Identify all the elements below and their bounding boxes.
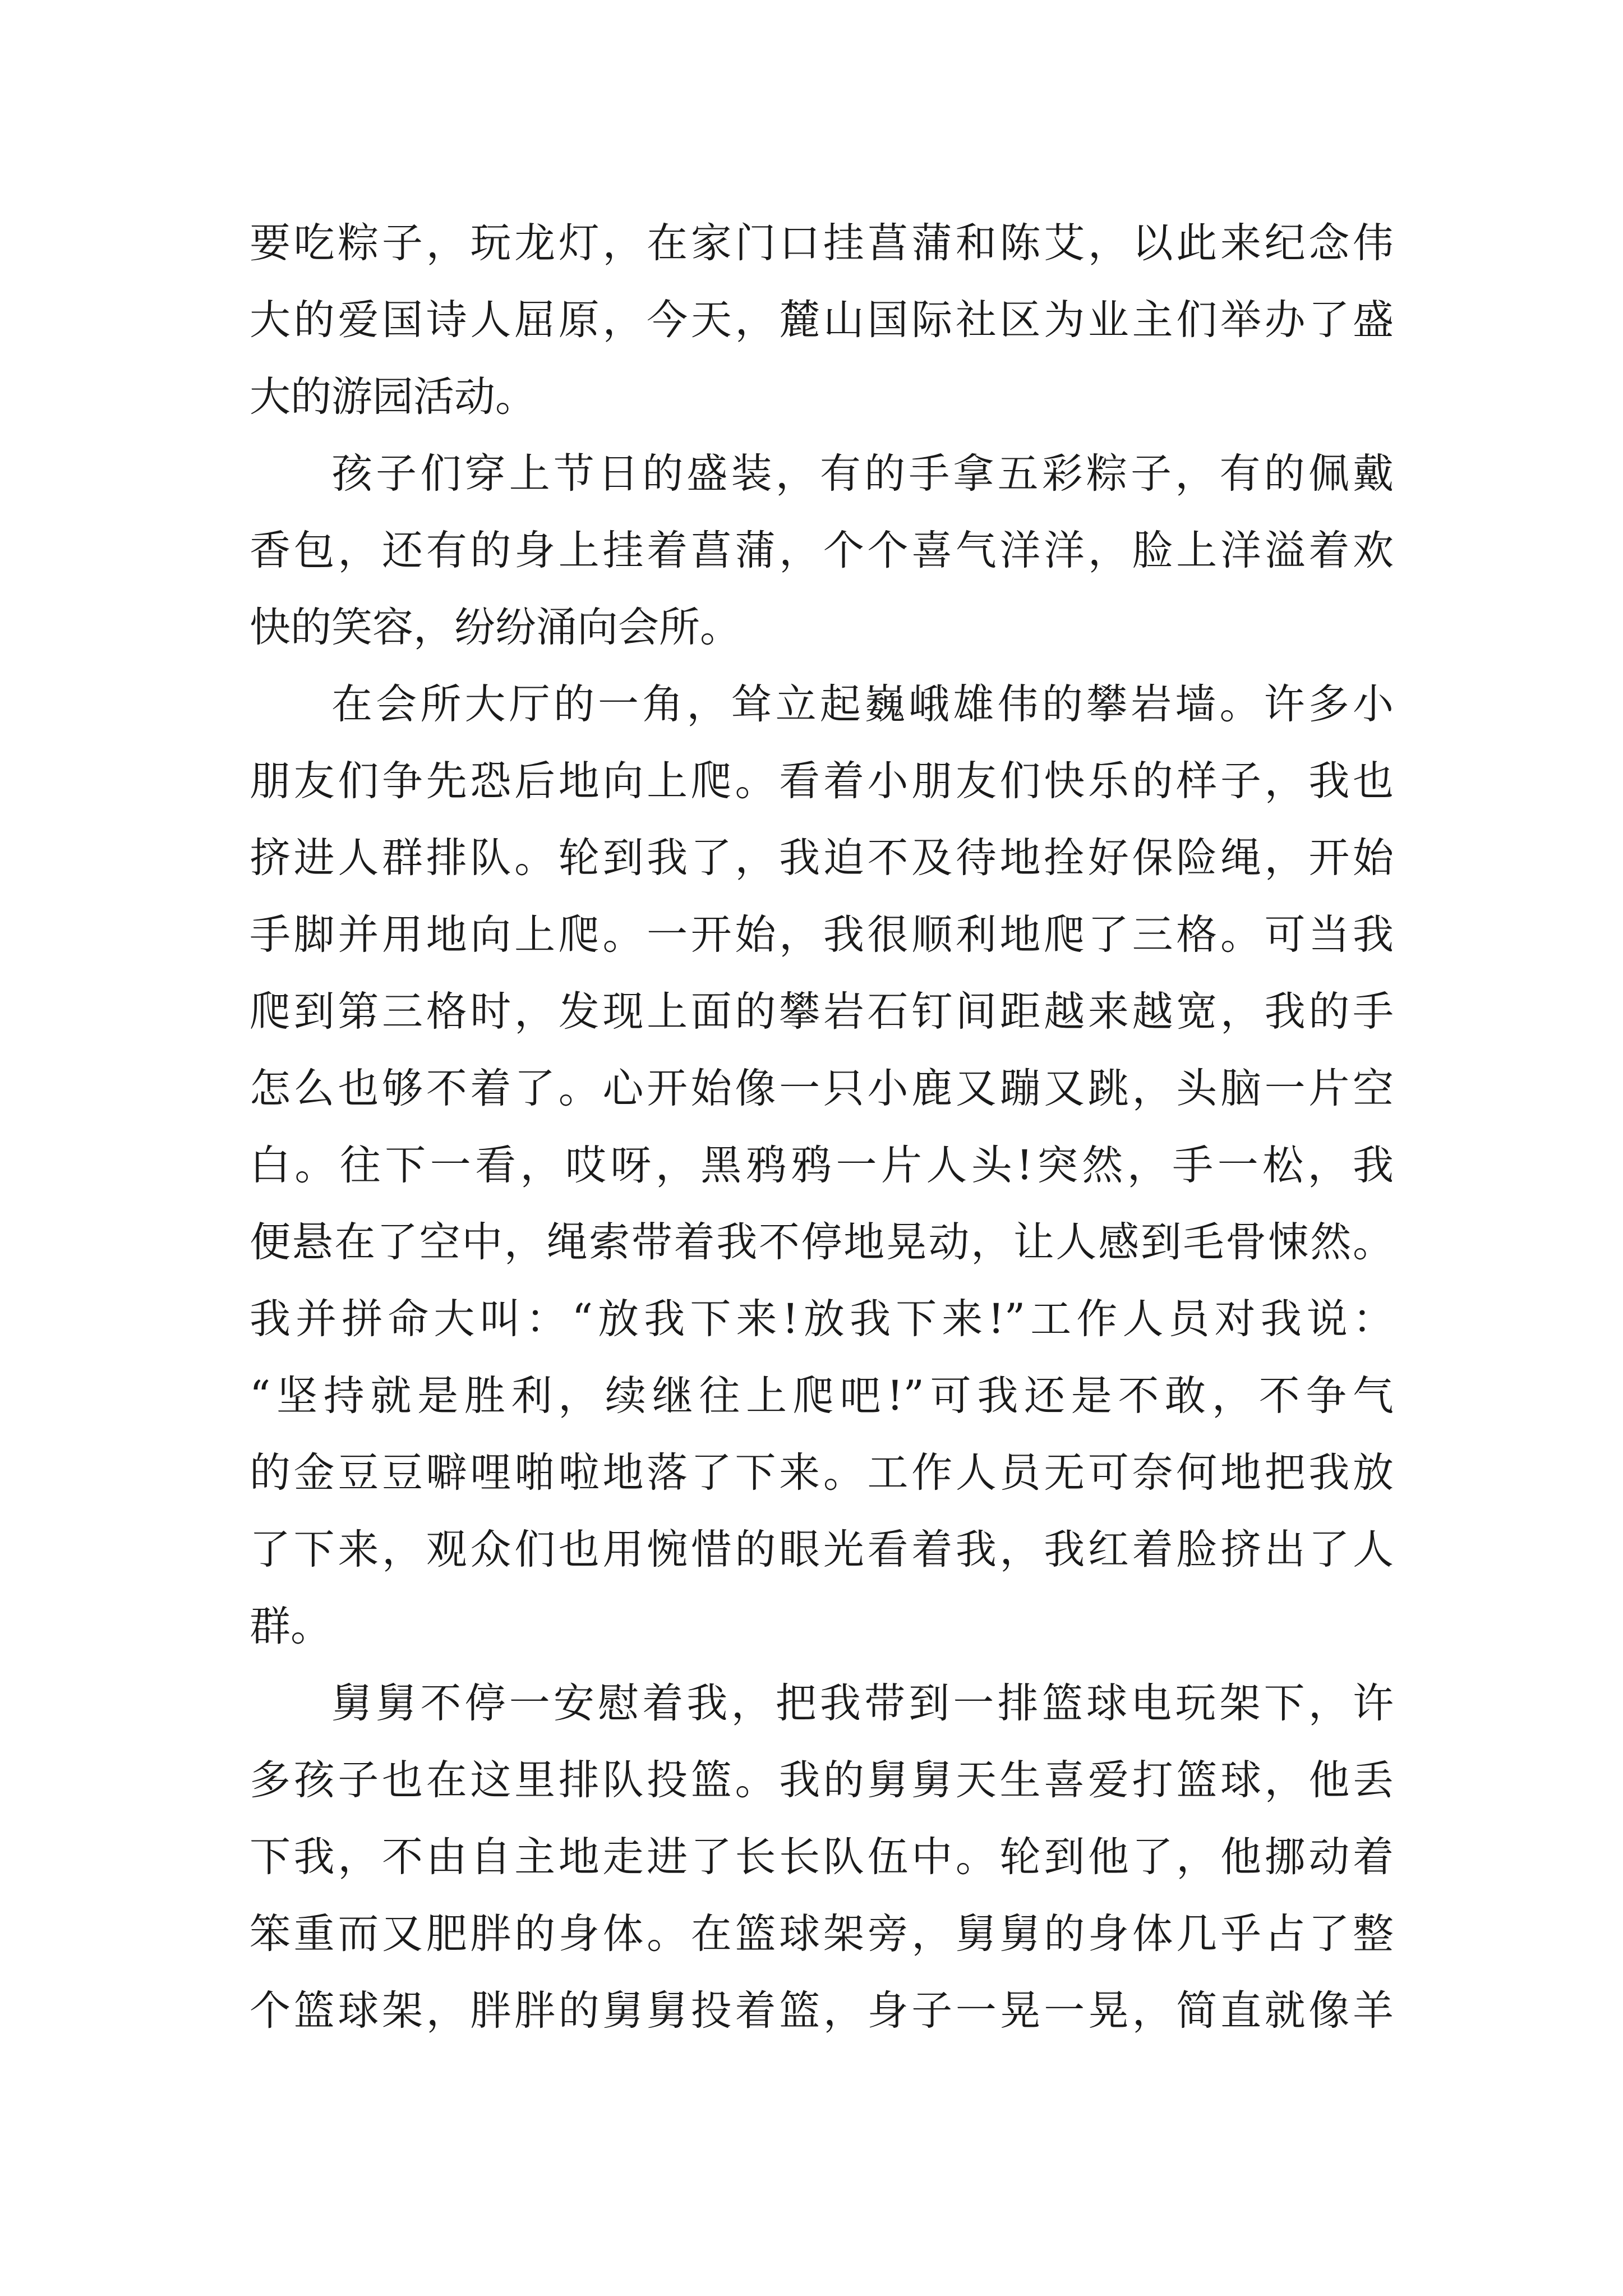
text-line: “坚持就是胜利，续继往上爬吧!”可我还是不敢，不争气 bbox=[250, 1372, 1394, 1420]
text-line: 下我，不由自主地走进了长长队伍中。轮到他了，他挪动着 bbox=[250, 1833, 1394, 1881]
text-line: 我并拼命大叫：“放我下来!放我下来!”工作人员对我说： bbox=[250, 1295, 1394, 1343]
text-line: 便悬在了空中，绳索带着我不停地晃动，让人感到毛骨悚然。 bbox=[250, 1218, 1394, 1266]
text-line: 的金豆豆噼哩啪啦地落了下来。工作人员无可奈何地把我放 bbox=[250, 1449, 1394, 1497]
body-text bbox=[250, 205, 1394, 2049]
text-line: 手脚并用地向上爬。一开始，我很顺利地爬了三格。可当我 bbox=[250, 911, 1394, 959]
text-line: 要吃粽子，玩龙灯，在家门口挂菖蒲和陈艾，以此来纪念伟 bbox=[250, 219, 1394, 267]
text-line: 笨重而又肥胖的身体。在篮球架旁，舅舅的身体几乎占了整 bbox=[250, 1910, 1394, 1958]
text-line: 个篮球架，胖胖的舅舅投着篮，身子一晃一晃，简直就像羊 bbox=[250, 1987, 1394, 2035]
text-line: 挤进人群排队。轮到我了，我迫不及待地拴好保险绳，开始 bbox=[250, 834, 1394, 882]
text-line: 怎么也够不着了。心开始像一只小鹿又蹦又跳，头脑一片空 bbox=[250, 1065, 1394, 1112]
paragraph-4 bbox=[250, 1665, 1394, 2049]
paragraph-2 bbox=[250, 435, 1394, 666]
paragraph-3 bbox=[250, 666, 1394, 1665]
text-line: 了下来，观众们也用惋惜的眼光看着我，我红着脸挤出了人 bbox=[250, 1526, 1394, 1573]
text-line: 孩子们穿上节日的盛装，有的手拿五彩粽子，有的佩戴 bbox=[331, 450, 1394, 498]
text-line: 群。 bbox=[250, 1603, 331, 1650]
text-line: 白。往下一看，哎呀，黑鸦鸦一片人头!突然，手一松，我 bbox=[250, 1142, 1394, 1189]
text-line: 快的笑容，纷纷涌向会所。 bbox=[250, 604, 741, 651]
text-line: 大的爱国诗人屈原，今天，麓山国际社区为业主们举办了盛 bbox=[250, 296, 1394, 344]
text-line: 大的游园活动。 bbox=[250, 373, 536, 421]
text-line: 香包，还有的身上挂着菖蒲，个个喜气洋洋，脸上洋溢着欢 bbox=[250, 527, 1394, 574]
text-line: 朋友们争先恐后地向上爬。看着小朋友们快乐的样子，我也 bbox=[250, 757, 1394, 805]
paragraph-1 bbox=[250, 205, 1394, 435]
text-line: 爬到第三格时，发现上面的攀岩石钉间距越来越宽，我的手 bbox=[250, 988, 1394, 1036]
text-line: 多孩子也在这里排队投篮。我的舅舅天生喜爱打篮球，他丢 bbox=[250, 1756, 1394, 1804]
text-line: 在会所大厅的一角，耸立起巍峨雄伟的攀岩墙。许多小 bbox=[331, 680, 1394, 728]
text-line: 舅舅不停一安慰着我，把我带到一排篮球电玩架下，许 bbox=[331, 1680, 1394, 1727]
